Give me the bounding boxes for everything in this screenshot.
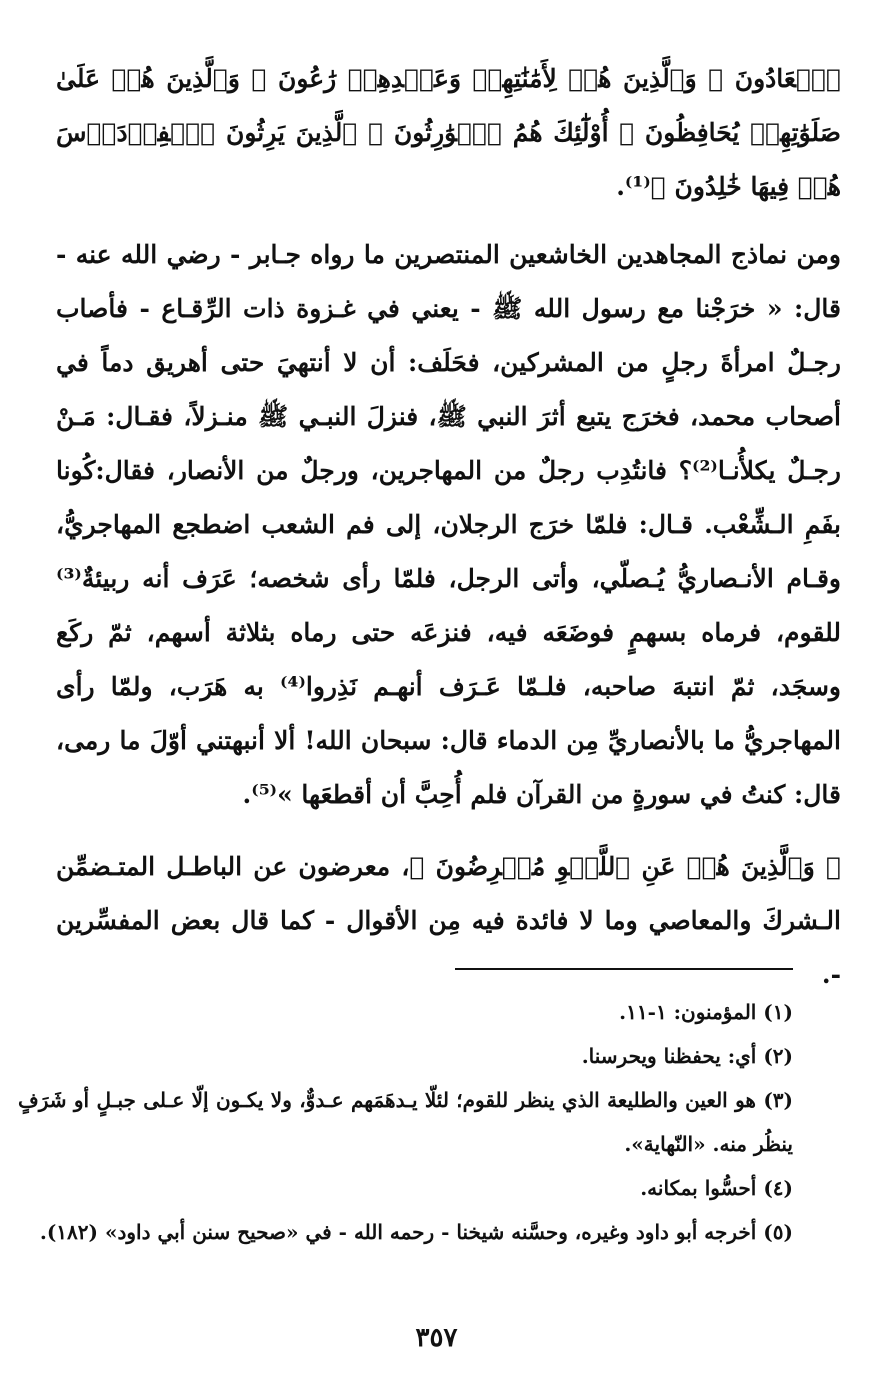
hadith-paragraph: ومن نماذج المجاهدين الخاشعين المنتصرين ما رواه جـابر - رضي الله عنه - قال: « خرَجْنا مع رسول الله ﷺ - يعني في غـزوة ذات الرِّقـاع - فأصاب رجـلٌ امرأةَ رجلٍ من المشركين، فحَلَف: أن لا أنتهيَ حتى أهريق دماً في أصحاب محمد، فخرَج يتبع أثرَ النبي ﷺ، فنزلَ النبـي ﷺ منـزلاً، فقـال: مَـنْ رجـلٌ يكلأُنـا⁽²⁾؟ فانتُدِب رجلٌ من المهاجرين، ورجلٌ من الأنصار، فقال:كُونا بفَمِ الـشِّعْب. قـال: فلمّا خرَج الرجلان، إلى فم الشعب اضطجع المهاجريُّ، وقـام الأنـصاريُّ يُـصلّي، وأتى الرجل، فلمّا رأى شخصه؛ عَرَف أنه ربيئةٌ⁽³⁾ للقوم، فرماه بسهمٍ فوضَعَه فيه، فنزعَه حتى رماه بثلاثة أسهم، ثمّ ركَع وسجَد، ثمّ انتبهَ صاحبه، فلـمّا عَـرَف أنهـم نَذِروا⁽⁴⁾ به هَرَب، ولمّا رأى المهاجريُّ ما بالأنصاريِّ مِن الدماء قال: سبحان الله! ألا أنبهتني أوّلَ ما رمى، قال: كنتُ في سورةٍ من القرآن فلم أُحِبَّ أن أقطعَها »⁽⁵⁾. <box>56 240 841 809</box>
footnote-1: (١) المؤمنون: ١-١١. <box>619 1000 793 1024</box>
quran-verse-block: ٱلۡعَادُونَ ۞ وَٱلَّذِينَ هُمۡ لِأَمَٰنَٰتِهِمۡ وَعَهۡدِهِمۡ رَٰعُونَ ۞ وَٱلَّذِينَ هُمۡ عَلَىٰ صَلَوَٰتِهِمۡ يُحَافِظُونَ ۞ أُوْلَٰٓئِكَ هُمُ ٱلۡوَٰرِثُونَ ۞ ٱلَّذِينَ يَرِثُونَ ٱلۡفِرۡدَوۡسَ هُمۡ فِيهَا خَٰلِدُونَ ﴾⁽¹⁾. <box>56 64 841 201</box>
footnote-3: (٣) هو العين والطليعة الذي ينظر للقوم؛ لئلّا يـدهَمَهم عـدوٌّ، ولا يكـون إلّا عـلى جبـلٍ أو شَرَفٍ ينظُر منه. «النّهاية». <box>18 1088 793 1156</box>
footnote-separator <box>455 968 793 970</box>
page-number: ٣٥٧ <box>415 1323 458 1353</box>
paragraph-gap <box>56 214 841 228</box>
laghw-commentary: ، معرضون عن الباطـل المتـضمِّن الـشركَ والمعاصي وما لا فائدة فيه مِن الأقوال - كما قال بعض المفسِّرين -. <box>56 852 841 989</box>
footnotes <box>18 990 793 1254</box>
footnote-5: (٥) أخرجه أبو داود وغيره، وحسَّنه شيخنا - رحمه الله - في «صحيح سنن أبي داود» (١٨٢). <box>39 1220 793 1244</box>
laghw-verse: ﴿ وَٱلَّذِينَ هُمۡ عَنِ ٱللَّغۡوِ مُعۡرِضُونَ ﴾ <box>409 852 841 881</box>
footnote-4: (٤) أحسُّوا بمكانه. <box>640 1176 793 1200</box>
laghw-paragraph <box>56 840 841 1002</box>
footnote-2: (٢) أي: يحفظنا ويحرسنا. <box>581 1044 793 1068</box>
main-text <box>56 52 841 1002</box>
paragraph-gap <box>56 822 841 840</box>
